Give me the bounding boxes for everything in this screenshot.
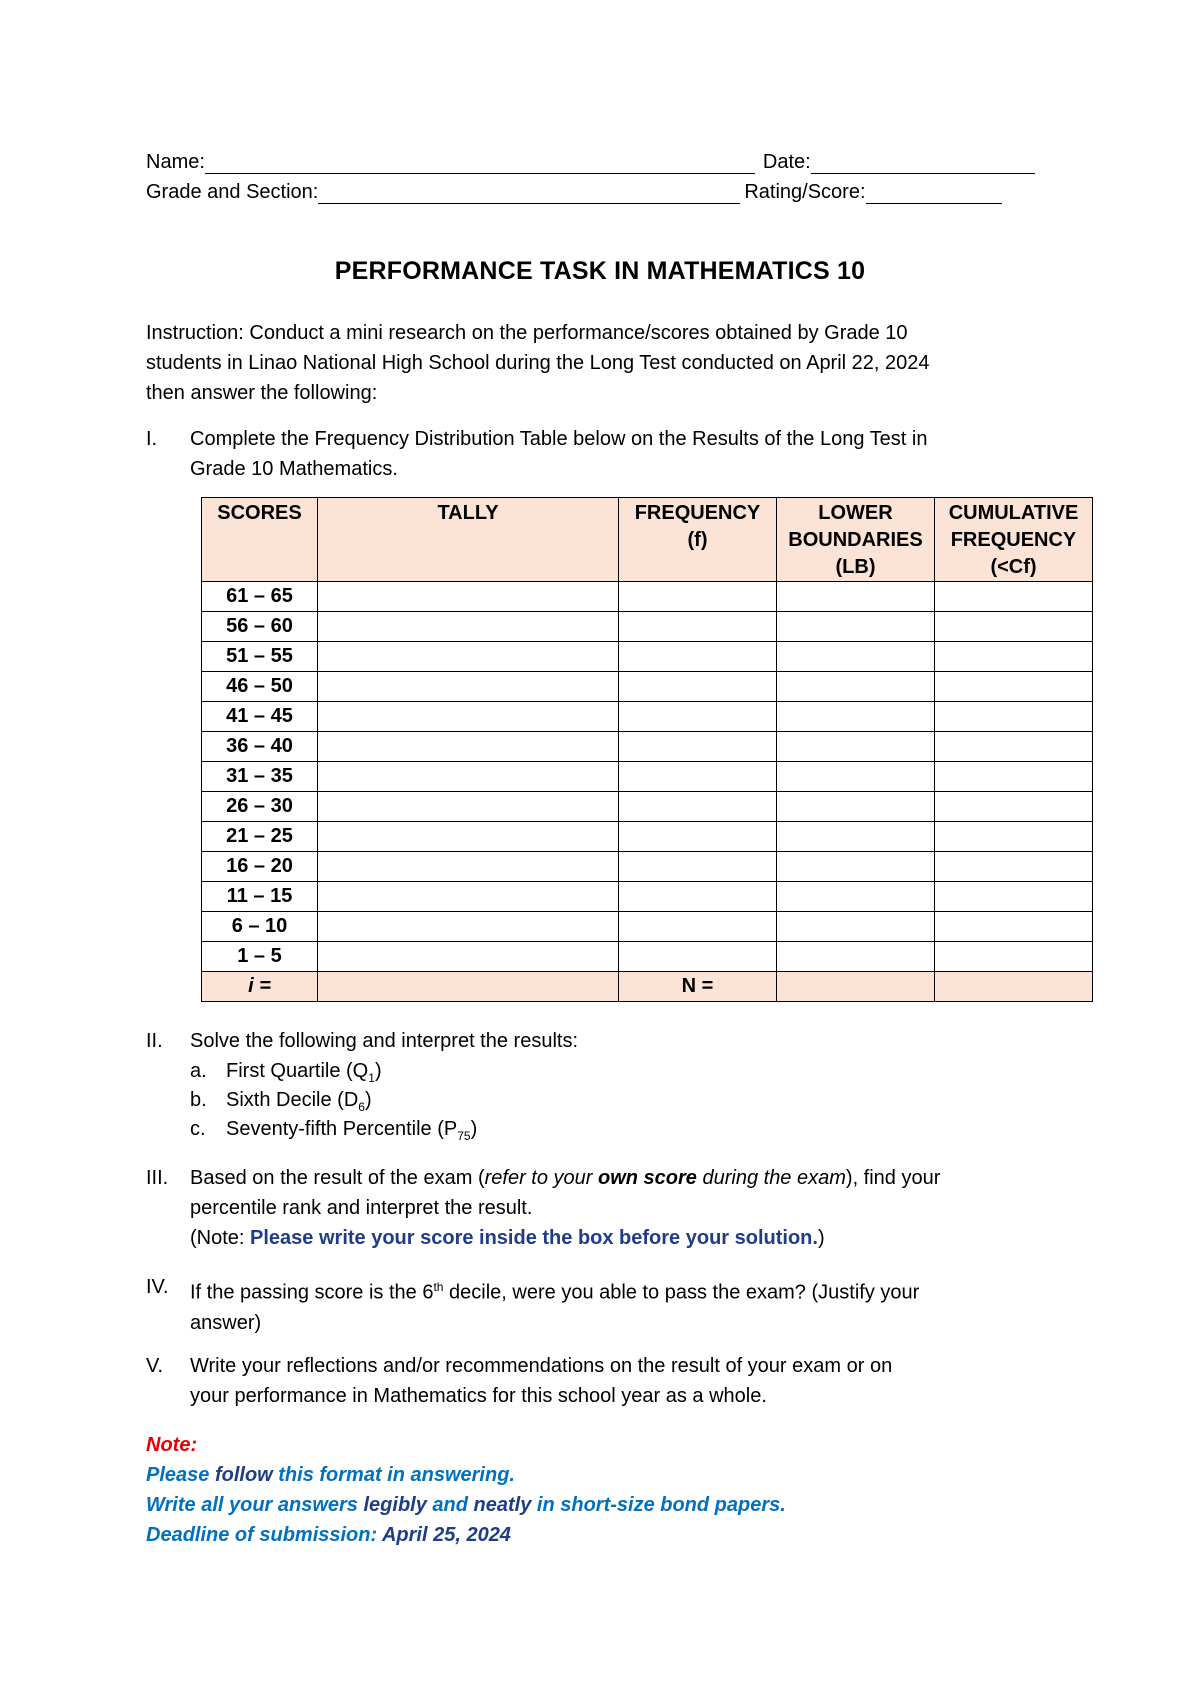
frequency-cell[interactable] xyxy=(619,642,777,672)
class-interval-cell[interactable] xyxy=(318,972,619,1002)
header-lower-boundaries: LOWER BOUNDARIES (LB) xyxy=(777,498,935,582)
note-heading: Note: xyxy=(146,1434,198,1456)
item-5-line-1: Write your reflections and/or recommendations on the result of your exam or on xyxy=(190,1355,893,1377)
item-2c: c. Seventy-fifth Percentile $(P_{75})$ xyxy=(190,1118,478,1143)
item-4 xyxy=(146,1272,1066,1338)
frequency-cell[interactable] xyxy=(619,732,777,762)
cumulative-frequency-cell[interactable] xyxy=(935,762,1093,792)
item-5-line-2: your performance in Mathematics for this school year as a whole. xyxy=(190,1385,767,1407)
cumulative-frequency-cell[interactable] xyxy=(935,582,1093,612)
tally-cell[interactable] xyxy=(318,702,619,732)
cumulative-frequency-cell[interactable] xyxy=(935,672,1093,702)
grade-section-field[interactable] xyxy=(318,183,740,204)
header-scores: SCORES xyxy=(202,498,318,582)
instruction-line-3: then answer the following: xyxy=(146,382,378,404)
grade-section-label: Grade and Section: xyxy=(146,181,319,203)
item-4-number: IV. xyxy=(146,1276,169,1298)
table-row xyxy=(202,882,1093,912)
lower-boundary-cell[interactable] xyxy=(777,672,935,702)
score-cell: 36 – 40 xyxy=(202,732,318,762)
table-row xyxy=(202,702,1093,732)
cumulative-frequency-cell[interactable] xyxy=(935,882,1093,912)
cumulative-frequency-cell[interactable] xyxy=(935,942,1093,972)
frequency-distribution-table xyxy=(201,497,1093,1002)
frequency-cell[interactable] xyxy=(619,612,777,642)
lower-boundary-cell[interactable] xyxy=(777,642,935,672)
table-total-row xyxy=(202,972,1093,1002)
rating-field[interactable] xyxy=(866,183,1002,204)
note-line-3: Deadline of submission: April 25, 2024 xyxy=(146,1524,511,1546)
item-2b: b. Sixth Decile $(D_6)$ xyxy=(190,1089,372,1114)
tally-cell[interactable] xyxy=(318,822,619,852)
tally-cell[interactable] xyxy=(318,762,619,792)
cumulative-frequency-cell[interactable] xyxy=(935,612,1093,642)
item-3 xyxy=(146,1163,1066,1253)
cumulative-frequency-cell[interactable] xyxy=(935,912,1093,942)
table-header-row xyxy=(202,498,1093,582)
score-cell: 41 – 45 xyxy=(202,702,318,732)
total-n-label: N = xyxy=(619,972,777,1002)
tally-cell[interactable] xyxy=(318,732,619,762)
table-row xyxy=(202,612,1093,642)
table-row xyxy=(202,792,1093,822)
tally-cell[interactable] xyxy=(318,612,619,642)
item-1-line-2: Grade 10 Mathematics. xyxy=(190,458,398,480)
tally-cell[interactable] xyxy=(318,642,619,672)
score-cell: 51 – 55 xyxy=(202,642,318,672)
frequency-cell[interactable] xyxy=(619,702,777,732)
score-cell: 21 – 25 xyxy=(202,822,318,852)
score-cell: 16 – 20 xyxy=(202,852,318,882)
tally-cell[interactable] xyxy=(318,852,619,882)
score-cell: 46 – 50 xyxy=(202,672,318,702)
header-frequency: FREQUENCY (f) xyxy=(619,498,777,582)
tally-cell[interactable] xyxy=(318,672,619,702)
item-2a: a. First Quartile $(Q_1)$ xyxy=(190,1060,382,1085)
score-cell: 31 – 35 xyxy=(202,762,318,792)
cumulative-frequency-cell[interactable] xyxy=(935,702,1093,732)
table-row xyxy=(202,672,1093,702)
item-2-number: II. xyxy=(146,1030,163,1052)
header-tally: TALLY xyxy=(318,498,619,582)
table-row xyxy=(202,732,1093,762)
instruction-line-2: students in Linao National High School during the Long Test conducted on April 22, 2024 xyxy=(146,352,930,374)
item-2-text: Solve the following and interpret the results: xyxy=(190,1030,578,1052)
table-row xyxy=(202,642,1093,672)
score-cell: 56 – 60 xyxy=(202,612,318,642)
item-4-line-2: answer) xyxy=(190,1311,262,1334)
frequency-cell[interactable] xyxy=(619,582,777,612)
cumulative-frequency-cell[interactable] xyxy=(935,852,1093,882)
cumulative-frequency-cell[interactable] xyxy=(935,792,1093,822)
frequency-cell[interactable] xyxy=(619,762,777,792)
lower-boundary-cell[interactable] xyxy=(777,912,935,942)
date-label: Date: xyxy=(762,151,811,173)
item-4-line-1: If the passing score is the 6th decile, were you able to pass the exam? (Justify your xyxy=(190,1280,920,1304)
tally-cell[interactable] xyxy=(318,912,619,942)
frequency-cell[interactable] xyxy=(619,672,777,702)
instruction xyxy=(146,318,1066,408)
score-cell: 26 – 30 xyxy=(202,792,318,822)
frequency-cell[interactable] xyxy=(619,792,777,822)
lower-boundary-cell[interactable] xyxy=(777,702,935,732)
score-cell: 61 – 65 xyxy=(202,582,318,612)
header-cumulative-frequency: CUMULATIVE FREQUENCY (<Cf) xyxy=(935,498,1093,582)
cumulative-frequency-cell[interactable] xyxy=(935,822,1093,852)
header-row-2 xyxy=(146,180,1052,204)
header-row-1 xyxy=(146,150,1052,174)
cumulative-frequency-cell[interactable] xyxy=(935,642,1093,672)
frequency-cell[interactable] xyxy=(619,822,777,852)
total-lb-cell[interactable] xyxy=(777,972,935,1002)
item-2 xyxy=(146,1026,1066,1056)
item-3-number: III. xyxy=(146,1167,169,1189)
rating-label: Rating/Score: xyxy=(744,181,866,203)
frequency-cell[interactable] xyxy=(619,882,777,912)
cumulative-frequency-cell[interactable] xyxy=(935,732,1093,762)
page-title: PERFORMANCE TASK IN MATHEMATICS 10 xyxy=(334,257,866,285)
name-label: Name: xyxy=(146,151,205,173)
lower-boundary-cell[interactable] xyxy=(777,732,935,762)
lower-boundary-cell[interactable] xyxy=(777,762,935,792)
frequency-cell[interactable] xyxy=(619,852,777,882)
item-5 xyxy=(146,1351,1066,1411)
item-3-line-2: percentile rank and interpret the result. xyxy=(190,1197,533,1219)
frequency-cell[interactable] xyxy=(619,912,777,942)
tally-cell[interactable] xyxy=(318,792,619,822)
table-row xyxy=(202,852,1093,882)
class-interval-label: i = xyxy=(202,972,318,1002)
item-1-number: I. xyxy=(146,428,158,450)
lower-boundary-cell[interactable] xyxy=(777,582,935,612)
table-row xyxy=(202,942,1093,972)
item-3-note: (Note: Please write your score inside the box before your solution.) xyxy=(190,1227,825,1249)
tally-cell[interactable] xyxy=(318,882,619,912)
lower-boundary-cell[interactable] xyxy=(777,882,935,912)
tally-cell[interactable] xyxy=(318,942,619,972)
total-cf-cell[interactable] xyxy=(935,972,1093,1002)
table-row xyxy=(202,762,1093,792)
item-5-number: V. xyxy=(146,1355,164,1377)
table-row xyxy=(202,822,1093,852)
table-row xyxy=(202,912,1093,942)
item-1-line-1: Complete the Frequency Distribution Table below on the Results of the Long Test in xyxy=(190,428,928,450)
lower-boundary-cell[interactable] xyxy=(777,792,935,822)
score-cell: 1 – 5 xyxy=(202,942,318,972)
lower-boundary-cell[interactable] xyxy=(777,852,935,882)
frequency-cell[interactable] xyxy=(619,942,777,972)
score-cell: 6 – 10 xyxy=(202,912,318,942)
note-line-1: Please follow this format in answering. xyxy=(146,1464,515,1486)
tally-cell[interactable] xyxy=(318,582,619,612)
table-row xyxy=(202,582,1093,612)
name-field[interactable] xyxy=(205,153,755,174)
lower-boundary-cell[interactable] xyxy=(777,822,935,852)
item-1 xyxy=(146,424,1066,484)
instruction-line-1: Instruction: Conduct a mini research on the performance/scores obtained by Grade 10 xyxy=(146,322,908,344)
score-cell: 11 – 15 xyxy=(202,882,318,912)
date-field[interactable] xyxy=(811,153,1035,174)
item-3-line-1: Based on the result of the exam (refer to your own score during the exam), find your xyxy=(190,1167,941,1189)
note-line-2: Write all your answers legibly and neatly in short-size bond papers. xyxy=(146,1494,786,1516)
lower-boundary-cell[interactable] xyxy=(777,942,935,972)
lower-boundary-cell[interactable] xyxy=(777,612,935,642)
